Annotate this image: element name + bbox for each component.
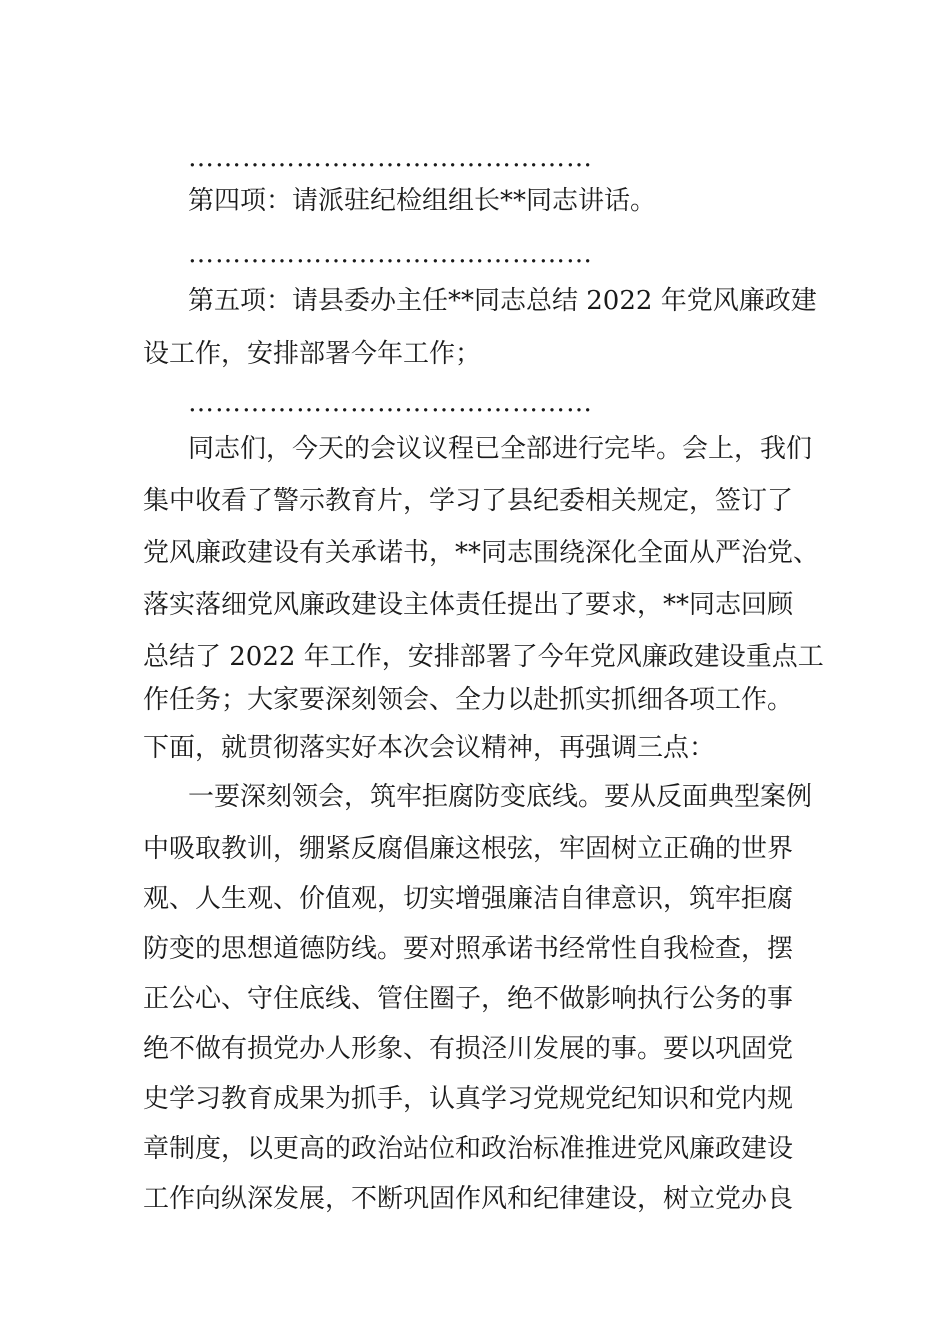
ellipsis-separator: ……………………………………… [188, 388, 593, 418]
agenda-item-5-line-2: 设工作，安排部署今年工作； [143, 339, 482, 369]
summary-paragraph-line: 下面，就贯彻落实好本次会议精神，再强调三点： [143, 733, 716, 763]
summary-paragraph-line: 集中收看了警示教育片，学习了县纪委相关规定，签订了 [143, 486, 794, 516]
summary-paragraph-line: 总结了 2022 年工作，安排部署了今年党风廉政建设重点工 [143, 642, 824, 672]
agenda-item-4: 第四项：请派驻纪检组组长**同志讲话。 [188, 186, 657, 216]
ellipsis-separator: ……………………………………… [188, 239, 593, 269]
point-one-paragraph-line: 绝不做有损党办人形象、有损泾川发展的事。要以巩固党 [143, 1034, 794, 1064]
point-one-paragraph-line: 史学习教育成果为抓手，认真学习党规党纪知识和党内规 [143, 1084, 794, 1114]
summary-paragraph-line: 落实落细党风廉政建设主体责任提出了要求，**同志回顾 [143, 590, 794, 620]
point-one-paragraph-line: 章制度，以更高的政治站位和政治标准推进党风廉政建设 [143, 1134, 794, 1164]
point-one-paragraph-line: 一要深刻领会，筑牢拒腐防变底线。要从反面典型案例 [188, 782, 813, 812]
point-one-paragraph-line: 正公心、守住底线、管住圈子，绝不做影响执行公务的事 [143, 984, 794, 1014]
summary-paragraph-line: 党风廉政建设有关承诺书，**同志围绕深化全面从严治党、 [143, 538, 820, 568]
point-one-paragraph-line: 中吸取教训，绷紧反腐倡廉这根弦，牢固树立正确的世界 [143, 834, 794, 864]
summary-paragraph-line: 作任务；大家要深刻领会、全力以赴抓实抓细各项工作。 [143, 685, 794, 715]
ellipsis-separator: ……………………………………… [188, 143, 593, 173]
agenda-item-5-line-1: 第五项：请县委办主任**同志总结 2022 年党风廉政建 [188, 286, 817, 316]
point-one-paragraph-line: 观、人生观、价值观，切实增强廉洁自律意识，筑牢拒腐 [143, 884, 794, 914]
point-one-paragraph-line: 防变的思想道德防线。要对照承诺书经常性自我检查，摆 [143, 934, 794, 964]
point-one-paragraph-line: 工作向纵深发展，不断巩固作风和纪律建设，树立党办良 [143, 1184, 794, 1214]
summary-paragraph-line: 同志们，今天的会议议程已全部进行完毕。会上，我们 [188, 434, 813, 464]
